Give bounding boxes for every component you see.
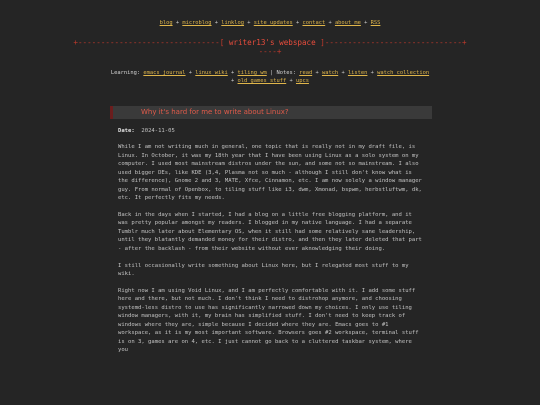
notes-link-listen[interactable]: listen bbox=[347, 70, 368, 76]
nav-separator: | bbox=[269, 70, 274, 76]
paragraph: I still occasionally write something about Linux here, but I relegated most stuff to my wiki. bbox=[118, 262, 409, 278]
post-body bbox=[118, 127, 424, 363]
nav-link-about-me[interactable]: about me bbox=[334, 20, 361, 26]
notes-link-read[interactable]: read bbox=[299, 70, 313, 76]
nav-separator: + bbox=[341, 70, 345, 76]
notes-link-watch-collection[interactable]: watch collection bbox=[377, 70, 430, 76]
nav-link-contact[interactable]: contact bbox=[302, 20, 326, 26]
nav-link-blog[interactable]: blog bbox=[159, 20, 173, 26]
date-value: 2024-11-05 bbox=[141, 128, 175, 134]
notes-link-old-games-stuff[interactable]: old games stuff bbox=[237, 78, 287, 84]
nav-link-linklog[interactable]: linklog bbox=[221, 20, 245, 26]
nav-link-rss[interactable]: RSS bbox=[370, 20, 381, 26]
nav-separator: + bbox=[315, 70, 319, 76]
paragraph: Back in the days when I started, I had a blog on a little free blogging platform, and it was pretty popular amongst my readers. I blogged in my native language. I had a separate Tumblr much later about Elementary OS, when it still had some relatively sane leadership, until they blatantly demanded money for their distro, and then they later deleted that part - after the backlash - from their website without ever aknowledging their doing. bbox=[118, 212, 422, 252]
nav-separator: + bbox=[231, 78, 235, 84]
nav-separator: + bbox=[247, 20, 251, 26]
banner-tail-rule: ----+ bbox=[258, 47, 282, 56]
nav-link-microblog[interactable]: microblog bbox=[182, 20, 212, 26]
site-title: writer13's webspace bbox=[224, 38, 321, 47]
notes-link-upcs[interactable]: upcs bbox=[295, 78, 309, 84]
banner-left-rule: +-------------------------------[ bbox=[73, 38, 225, 47]
notes-label: Notes: bbox=[276, 70, 296, 76]
nav-separator: + bbox=[328, 20, 332, 26]
date-label: Date: bbox=[118, 128, 135, 134]
post-title: Why it's hard for me to write about Linux? bbox=[141, 108, 289, 116]
learning-nav bbox=[110, 69, 430, 85]
nav-separator: + bbox=[295, 20, 300, 26]
nav-separator: + bbox=[175, 20, 180, 26]
paragraph: Right now I am using Void Linux, and I am perfectly comfortable with it. I add some stuff here and there, but not much. I don't think I need to distrohop anymore, and choosing systemd-less distro to use has significantly narrowed down my choices. I only use tiling window managers, with it, my brain has simplified stuff. I don't need to keep track of windows where they are, simple because I decided where they are. Emacs goes to #1 workspace, as it is my most important software. Browsers goes #2 workspace, terminal stuff is on 3, games are on 4, etc. I just cannot go back to a cluttered taskbar system, where you bbox=[118, 287, 419, 354]
nav-separator: + bbox=[188, 70, 193, 76]
nav-separator: + bbox=[214, 20, 219, 26]
nav-separator: + bbox=[370, 70, 374, 76]
site-banner bbox=[0, 38, 540, 56]
nav-separator: + bbox=[231, 70, 235, 76]
learning-link-emacs-journal[interactable]: emacs journal bbox=[143, 70, 186, 76]
post-date bbox=[118, 127, 424, 135]
banner-right-rule: ]------------------------------+ bbox=[320, 38, 467, 47]
post-title-bar bbox=[110, 106, 432, 119]
nav-separator: + bbox=[364, 20, 368, 26]
learning-label: Learning: bbox=[110, 70, 141, 76]
nav-link-site-updates[interactable]: site updates bbox=[253, 20, 293, 26]
paragraph: While I am not writing much in general, one topic that is really not in my draft file, is Linux. In October, it was my 18th year that I have been using Linux as a solo system on my computer. I used most mainstream distros under the sun, and some not so mainstream. I also used bigger DEs, like KDE (3,4, Plasma not so much - although I still don't know what is the difference), Gnome 2 and 3, MATE, Xfce, Cinnamon, etc. I am now solely a window manager guy. From normal of Openbox, to tiling stuff like i3, dwm, Xmonad, bspwm, herbstluftwm, dk, etc. It perfectly fits my needs. bbox=[118, 144, 422, 202]
notes-link-watch[interactable]: watch bbox=[321, 70, 339, 76]
learning-link-linux-wiki[interactable]: linux wiki bbox=[195, 70, 228, 76]
nav-separator: + bbox=[289, 78, 293, 84]
learning-link-tiling-wm[interactable]: tiling wm bbox=[237, 70, 267, 76]
top-nav bbox=[0, 20, 540, 27]
